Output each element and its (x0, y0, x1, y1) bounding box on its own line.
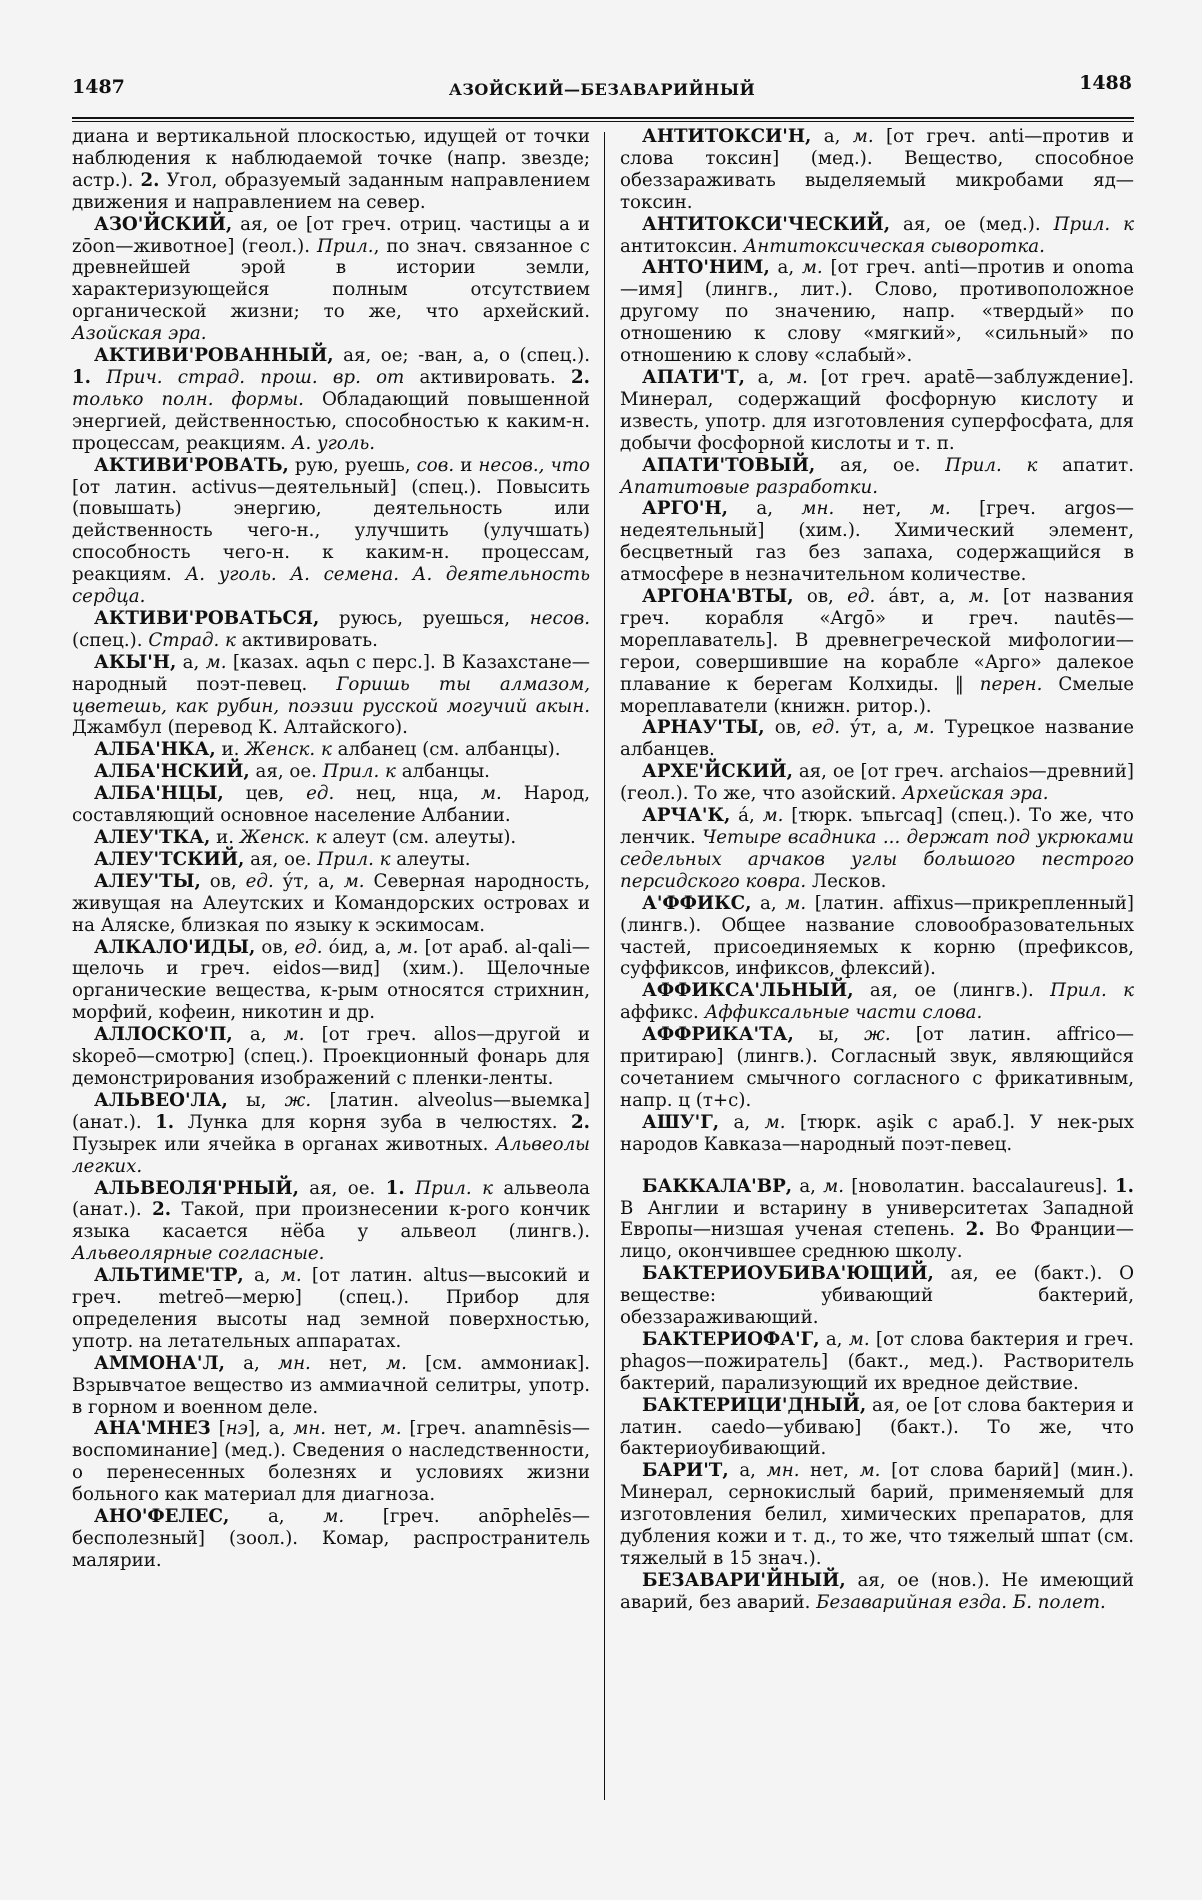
dictionary-entry (620, 980, 1134, 1024)
entry-text: [греч. anamnēsis—воспоминание] (мед.). Сведения о наследственности, о перенесенных болезнях и условиях жизни больного как материал для диагноза. (72, 1418, 590, 1506)
entry-headword: АРГО'Н, (642, 498, 728, 520)
entry-text (91, 367, 106, 388)
entry-italic-text: м. (913, 717, 935, 739)
entry-text: а, (229, 1506, 324, 1528)
entry-text: [от слова бактерия и греч. phagos—пожиратель] (бакт., мед.). Растворитель бактерий, парализующий их вредное действие. (620, 1328, 1135, 1394)
entry-text: у́т, а, (839, 717, 914, 739)
entry-text: альвеола (анат.). (72, 1177, 590, 1221)
entry-italic-text: ж. (284, 1089, 312, 1111)
entry-text: ая, ее (бакт.). О веществе: убивающий бактерий, обеззараживающий. (620, 1263, 1134, 1329)
entry-headword: АНТИТОКСИ'ЧЕСКИЙ, (642, 213, 891, 235)
entry-text: и (454, 454, 479, 476)
entry-text: а, (728, 1460, 767, 1482)
entry-text: а, (243, 1265, 281, 1287)
dictionary-entry (620, 1395, 1134, 1461)
entry-text: Смелые мореплаватели (книжн. ритор.). (620, 673, 1135, 717)
entry-headword: АЛЕУ'ТЫ, (94, 870, 201, 892)
dictionary-entry (72, 652, 590, 740)
entry-headword: АКТИВИ'РОВАТЬСЯ, (94, 607, 320, 629)
entry-italic-text: Архейская эра. (902, 783, 1049, 805)
dictionary-entry (620, 893, 1134, 981)
entry-text: [от латин. affrico—притираю] (лингв.). Согласный звук, являющийся сочетанием смычного согласного с фрикативным, напр. ц (т+с). (620, 1024, 1134, 1111)
entry-headword: АММОНА'Л, (94, 1352, 225, 1374)
entry-text: цев, (223, 783, 307, 805)
entry-text: , по знач. связанное с древнейшей эрой в истории земли, характеризующейся полным отсутствием органической жизни; то же, что архейский. (72, 235, 590, 323)
entry-text: а, (751, 892, 786, 914)
entry-text: [от латин. activus—деятельный] (спец.). Повысить (повышать) энергию, деятельность или действенность чего-н., улучшить (улучшать) способность чего-н. к каким-н. процессам, реакциям. (72, 476, 590, 586)
entry-text: Лунка для корня зуба в челюстях. (174, 1111, 571, 1133)
entry-headword: АКТИВИ'РОВАТЬ, (94, 454, 289, 476)
entry-italic-text: мн. (293, 1418, 327, 1440)
entry-text: алеут (см. алеуты). (326, 827, 517, 848)
entry-text: Народ, составляющий основное население Албании. (72, 783, 591, 827)
entry-headword: 1. (72, 366, 91, 388)
entry-italic-text: м. (283, 1024, 305, 1046)
entry-text: [от греч. apatē—заблуждение]. Минерал, содержащий фосфорную кислоту и известь, употр. для изготовления суперфосфата, для добычи фосфорной кислоты и т. п. (620, 366, 1135, 454)
entry-italic-text: м. (397, 936, 419, 958)
entry-italic-text: А. уголь. А. семена. А. деятельность сердца. (72, 564, 590, 608)
entry-text: [от греч. anti—против и onoma—имя] (лингв., лит.). Слово, противоположное другому по значению, напр. «твердый» по отношению к слову «мягкий», «сильный» по отношению к слову «слабый». (620, 257, 1134, 367)
entry-headword: БАКТЕРИОФА'Г, (642, 1328, 820, 1350)
entry-text: (спец.). (72, 629, 149, 651)
entry-text: Лесков. (806, 870, 887, 892)
entry-text: а, (811, 126, 853, 147)
entry-italic-text: Женск. к (239, 827, 327, 848)
dictionary-entry (72, 849, 590, 871)
entry-italic-text: перен. (979, 673, 1043, 695)
page-number-left: 1487 (72, 76, 125, 98)
entry-text: активировать. (235, 629, 378, 651)
entry-headword: АРНАУ'ТЫ, (642, 717, 765, 739)
entry-text: нет, (799, 1460, 860, 1482)
entry-text: а, (819, 1328, 849, 1350)
entry-italic-text: Прил. (317, 235, 374, 257)
entry-text: Во Франции—лицо, окончившее среднюю школу. (620, 1219, 1134, 1263)
entry-text (405, 1178, 415, 1199)
entry-italic-text: м. (386, 1352, 407, 1374)
entry-italic-text: ед. (294, 936, 323, 958)
entry-text: [от слова барий] (мин.). Минерал, сернокислый барий, применяемый для изготовления белил, химических препаратов, для дубления кожи и т. д., то же, что тяжелый шпат (см. тяжелый в 15 знач.). (620, 1460, 1134, 1569)
entry-text: [от названия греч. корабля «Argō» и греч. nautēs—мореплаватель]. В древнегреческой мифологии—герои, совершившие на корабле «Арго» далекое плавание к берегам Колхиды. ‖ (620, 586, 1134, 695)
entry-text: Турецкое название албанцев. (620, 717, 1134, 761)
entry-italic-text: Прил. к (415, 1177, 493, 1199)
entry-headword: АЛБА'НСКИЙ, (94, 761, 250, 783)
entry-italic-text: Апатитовые разработки. (620, 476, 878, 498)
entry-headword: АНА'МНЕЗ (94, 1418, 211, 1440)
header-rule (72, 117, 1134, 119)
entry-text: [от греч. anti—против и слова токсин] (мед.). Вещество, способное обеззараживать выделяемый микробами яд—токсин. (620, 126, 1135, 213)
entry-text: Джамбул (перевод К. Алтайского). (72, 717, 408, 739)
dictionary-entry (620, 1112, 1134, 1156)
entry-text: ая, ое. (249, 761, 323, 783)
entry-text: албанцы. (395, 761, 490, 783)
dictionary-entry (72, 455, 590, 608)
entry-italic-text: Горишь ты алмазом, цветешь, как рубин, поэзии русской могучий акын. (72, 673, 590, 717)
entry-text: и. (215, 739, 246, 761)
entry-italic-text: мн. (766, 1460, 800, 1482)
entry-headword: 2. (965, 1219, 985, 1241)
entry-text: ов, (255, 936, 295, 958)
entry-italic-text: сов. (416, 454, 455, 476)
dictionary-entry (620, 126, 1134, 214)
dictionary-entry (620, 1263, 1134, 1329)
entry-text: апатит. (1037, 454, 1134, 476)
entry-text: [от латин. altus—высокий и греч. metreō—мерю] (спец.). Прибор для определения высоты над земной поверхностью, употр. на летательных аппаратах. (72, 1265, 590, 1352)
entry-text: [от араб. al-qali—щелочь и греч. eidos—вид] (хим.). Щелочные органические вещества, к-рым относятся стрихнин, морфий, кофеин, никотин и др. (72, 936, 590, 1024)
entry-text: ая, ое [от слова бактерия и латин. caedo—убиваю] (бакт.). То же, что бактериоубивающий. (620, 1394, 1134, 1460)
dictionary-entry (620, 1570, 1134, 1614)
entry-text: ая, ое [от греч. archaios—древний] (геол.). То же, что азойский. (620, 761, 1134, 805)
entry-text: а, (792, 1175, 824, 1197)
dictionary-entry (620, 455, 1134, 499)
entry-italic-text: Антитоксическая сыворотка. (743, 235, 1045, 257)
entry-text: В Англии и встарину в университетах Западной Европы—низшая ученая степень. (620, 1197, 1134, 1241)
entry-text: Пузырек или ячейка в органах животных. (72, 1133, 497, 1155)
entry-text: [латин. alveolus—выемка] (анат.). (72, 1089, 590, 1133)
entry-headword: 1. (155, 1111, 175, 1133)
entry-text: руюсь, руешься, (319, 607, 530, 629)
entry-text: албанец (см. албанцы). (331, 739, 561, 761)
entry-italic-text: м. (762, 805, 784, 827)
entry-text: а́вт, а, (875, 586, 969, 608)
entry-italic-text: Страд. к (148, 629, 236, 651)
left-column (72, 126, 590, 1572)
entry-text: ая, ое (нов.). Не имеющий аварий, без аварий. (620, 1569, 1134, 1613)
entry-italic-text: Прил. к (1053, 213, 1134, 235)
dictionary-entry (620, 214, 1134, 258)
entry-headword: АШУ'Г, (642, 1111, 720, 1133)
entry-headword: АРЧА'К, (642, 805, 731, 827)
entry-text: [от греч. allos—другой и skopeō—смотрю] (спец.). Проекционный фонарь для демонстрирования изображений с пленки-ленты. (72, 1024, 591, 1089)
entry-italic-text: м. (280, 1265, 302, 1287)
entry-italic-text: м. (787, 366, 808, 388)
entry-text: у́т, а, (273, 870, 344, 892)
entry-headword: АЛБА'НЦЫ, (94, 783, 224, 805)
entry-headword: АНО'ФЕЛЕС, (94, 1506, 230, 1528)
dictionary-entry (72, 1090, 590, 1178)
entry-italic-text: мн. (801, 498, 835, 520)
dictionary-entry (72, 1265, 590, 1353)
dictionary-entry (72, 345, 590, 455)
entry-italic-text: м. (929, 498, 951, 520)
dictionary-entry (72, 214, 590, 345)
dictionary-entry (72, 1024, 590, 1090)
entry-italic-text: Аффиксальные части слова. (704, 1002, 983, 1024)
page-header (72, 72, 1132, 102)
entry-headword: АКТИВИ'РОВАННЫЙ, (94, 345, 334, 367)
entry-italic-text: м. (343, 870, 365, 892)
entry-italic-text: м. (823, 1175, 845, 1197)
entry-text: [казах. aqьn с перс.]. В Казахстане—народный поэт-певец. (72, 651, 590, 695)
entry-headword: 2. (570, 366, 590, 388)
dictionary-entry (72, 126, 590, 214)
entry-text: ая, ое. (815, 454, 946, 476)
entry-italic-text: несов. (529, 607, 590, 629)
entry-headword: АФФРИКА'ТА, (642, 1024, 794, 1046)
entry-headword: АЛЬВЕОЛЯ'РНЫЙ, (94, 1177, 299, 1199)
dictionary-entry (620, 586, 1134, 717)
dictionary-entry (620, 1460, 1134, 1570)
entry-italic-text: ж. (864, 1024, 891, 1046)
entry-headword: АПАТИ'ТОВЫЙ, (642, 454, 816, 476)
dictionary-entry (620, 1024, 1134, 1112)
entry-headword: БАКТЕРИЦИ'ДНЫЙ, (642, 1394, 867, 1416)
entry-text: Угол, образуемый заданным направлением движения и направлением на север. (72, 169, 590, 213)
header-rule-thin (72, 121, 1134, 122)
entry-headword: АРГОНА'ВТЫ, (642, 586, 794, 608)
dictionary-entry (72, 739, 590, 761)
dictionary-entry (620, 761, 1134, 805)
dictionary-entry (620, 498, 1134, 586)
entry-italic-text: м. (852, 126, 874, 147)
entry-text: нет, (326, 1418, 381, 1440)
entry-headword: 1. (385, 1177, 405, 1199)
dictionary-entry (72, 783, 590, 827)
dictionary-entry (620, 805, 1134, 893)
running-title: АЗОЙСКИЙ—БЕЗАВАРИЙНЫЙ (448, 80, 756, 99)
entry-italic-text: Альвеолярные согласные. (72, 1243, 325, 1265)
entry-text: ы, (227, 1089, 285, 1111)
entry-italic-text: ед. (847, 586, 876, 608)
entry-headword: АКЫ'Н, (94, 651, 177, 673)
right-column (620, 126, 1134, 1614)
entry-text: ов, (764, 717, 812, 739)
entry-italic-text: м. (205, 651, 227, 673)
entry-text: алеуты. (390, 848, 471, 870)
entry-text: ы, (793, 1024, 865, 1046)
entry-headword: 1. (1115, 1175, 1134, 1197)
dictionary-entry (620, 1329, 1134, 1395)
entry-text: [тюрк. ъпьrcaq] (спец.). То же, что ленчик. (620, 805, 1134, 848)
entry-text: нет, (834, 498, 930, 520)
entry-italic-text: только полн. формы. (72, 388, 304, 410)
entry-text: а, (727, 498, 802, 520)
entry-headword: БАКТЕРИОУБИВА'ЮЩИЙ, (642, 1263, 934, 1285)
entry-text: ов, (793, 586, 848, 608)
entry-italic-text: м. (968, 586, 990, 608)
dictionary-entry (72, 1506, 590, 1572)
entry-italic-text: ед. (306, 783, 335, 805)
entry-italic-text: Азойская эра. (72, 323, 207, 345)
entry-text: [тюрк. aşik с араб.]. У нек-рых народов Кавказа—народный поэт-певец. (620, 1111, 1134, 1155)
entry-text: аффикс. (620, 1002, 705, 1024)
entry-headword: АЛЬТИМЕ'ТР, (94, 1265, 244, 1287)
entry-headword: АНТО'НИМ, (642, 257, 770, 279)
entry-headword: БЕЗАВАРИ'ЙНЫЙ, (642, 1569, 846, 1591)
entry-headword: АЗО'ЙСКИЙ, (94, 213, 233, 235)
entry-italic-text: м. (848, 1328, 870, 1350)
dictionary-entry (72, 937, 590, 1025)
entry-text: ов, (200, 870, 246, 892)
entry-headword: 2. (140, 169, 160, 191)
entry-headword: АЛЬВЕО'ЛА, (94, 1089, 228, 1111)
entry-text: а, (744, 366, 788, 388)
dictionary-entry (72, 1353, 590, 1419)
entry-text: [греч. anōphelēs—бесполезный] (зоол.). Комар, распространитель малярии. (72, 1506, 590, 1571)
entry-italic-text: Прил. к (322, 761, 396, 783)
entry-text: а, (176, 651, 206, 673)
entry-text: [латин. affixus—прикрепленный] (лингв.). Общее название словообразовательных частей, присоединяемых к корню (префиксов, суффиксов, инфиксов, флексий). (620, 892, 1134, 980)
entry-text: диана и вертикальной плоскостью, идущей от точки наблюдения к наблюдаемой точке (напр. звезде; астр.). (72, 126, 590, 191)
entry-headword: АЛЕУ'ТКА, (94, 827, 211, 848)
entry-headword: АЛЕУ'ТСКИЙ, (94, 848, 245, 870)
entry-text: антитоксин. (620, 235, 744, 257)
entry-text: Обладающий повышенной энергией, действенностью, способностью к каким-н. процессам, реакциям. (72, 388, 590, 454)
entry-italic-text: Четыре всадника ... держат под укрюками седельных арчаков углы большого пестрого персидского ковра. (620, 827, 1135, 892)
column-divider (604, 132, 605, 1800)
entry-italic-text: Безаварийная езда. Б. полет. (816, 1591, 1106, 1613)
entry-italic-text: м. (801, 257, 823, 279)
dictionary-entry (72, 827, 590, 849)
entry-text: ая, ое. (298, 1177, 386, 1199)
entry-headword: АЛБА'НКА, (94, 739, 216, 761)
entry-text: нец, нца, (334, 783, 481, 805)
entry-italic-text: Прил. к (317, 848, 391, 870)
dictionary-entry (620, 717, 1134, 761)
dictionary-entry (72, 1178, 590, 1266)
entry-headword: АЛЛОСКО'П, (94, 1024, 233, 1046)
entry-text: [новолатин. baccalaureus]. (844, 1175, 1115, 1197)
entry-italic-text: Прил. к (945, 454, 1038, 476)
dictionary-entry (72, 761, 590, 783)
entry-italic-text: Прил. к (1050, 980, 1134, 1002)
dictionary-entry (72, 871, 590, 937)
entry-italic-text: А. уголь. (291, 432, 376, 454)
entry-italic-text: м. (480, 783, 502, 805)
entry-text: и. (210, 827, 240, 848)
entry-text: ая, ое [от греч. отриц. частицы a и zōon—животное] (геол.). (72, 213, 590, 257)
entry-headword: БАККАЛА'ВР, (642, 1175, 793, 1197)
entry-text: нет, (310, 1352, 387, 1374)
entry-text: а, (224, 1352, 278, 1374)
entry-italic-text: ед. (245, 870, 274, 892)
entry-text: активировать. (404, 366, 571, 388)
entry-text: [ (210, 1418, 226, 1440)
entry-text: ая, ое (лингв.). (853, 980, 1051, 1002)
entry-text: рую, руешь, (288, 454, 417, 476)
entry-headword: 2. (571, 1111, 590, 1133)
entry-italic-text: м. (764, 1111, 786, 1133)
entry-text: Северная народность, живущая на Алеутских и Командорских островах и на Аляске, близкая по языку к эскимосам. (72, 870, 590, 936)
entry-text: [см. аммониак]. Взрывчатое вещество из аммиачной селитры, употр. в горном и военном деле. (72, 1352, 590, 1418)
entry-headword: 2. (152, 1199, 172, 1221)
entry-italic-text: м. (785, 892, 807, 914)
entry-italic-text: Прич. страд. прош. вр. от (106, 366, 405, 388)
entry-text: ], а, (247, 1418, 294, 1440)
dictionary-entry (72, 1418, 590, 1506)
entry-headword: АНТИТОКСИ'Н, (642, 126, 812, 147)
entry-text: ая, ое. (244, 848, 318, 870)
entry-italic-text: м. (859, 1460, 881, 1482)
entry-text: Такой, при произнесении к-рого кончик языка касается нёба у альвеол (лингв.). (72, 1199, 590, 1243)
dictionary-entry (620, 367, 1134, 455)
dictionary-entry (620, 1176, 1134, 1264)
entry-text: а, (769, 257, 802, 279)
entry-text: а́, (730, 805, 763, 827)
entry-text: а, (232, 1024, 284, 1046)
entry-italic-text: Женск. к (245, 739, 332, 761)
entry-headword: А'ФФИКС, (642, 892, 752, 914)
entry-italic-text: нэ (225, 1418, 248, 1440)
entry-italic-text: Альвеолы легких. (72, 1133, 590, 1177)
dictionary-entry (72, 608, 590, 652)
entry-headword: АЛКАЛО'ИДЫ, (94, 936, 256, 958)
entry-text: а, (719, 1111, 765, 1133)
entry-text: о́ид, а, (322, 936, 398, 958)
dictionary-entry (620, 257, 1134, 367)
entry-headword: АРХЕ'ЙСКИЙ, (642, 761, 793, 783)
page-number-right: 1488 (1079, 72, 1132, 94)
entry-headword: БАРИ'Т, (642, 1460, 729, 1482)
entry-italic-text: ед. (811, 717, 840, 739)
entry-italic-text: м. (323, 1506, 345, 1528)
entry-text: [греч. argos—недеятельный] (хим.). Химический элемент, бесцветный газ без запаха, содержащийся в атмосфере в незначительном количестве. (620, 498, 1134, 586)
entry-text: ая, ое (мед.). (890, 213, 1054, 235)
entry-text: ая, ое; -ван, а, о (спец.). (333, 345, 590, 367)
entry-italic-text: мн. (278, 1352, 311, 1374)
entry-italic-text: м. (380, 1418, 402, 1440)
entry-headword: АПАТИ'Т, (642, 366, 745, 388)
entry-italic-text: несов., что (478, 454, 590, 476)
entry-headword: АФФИКСА'ЛЬНЫЙ, (642, 980, 854, 1002)
